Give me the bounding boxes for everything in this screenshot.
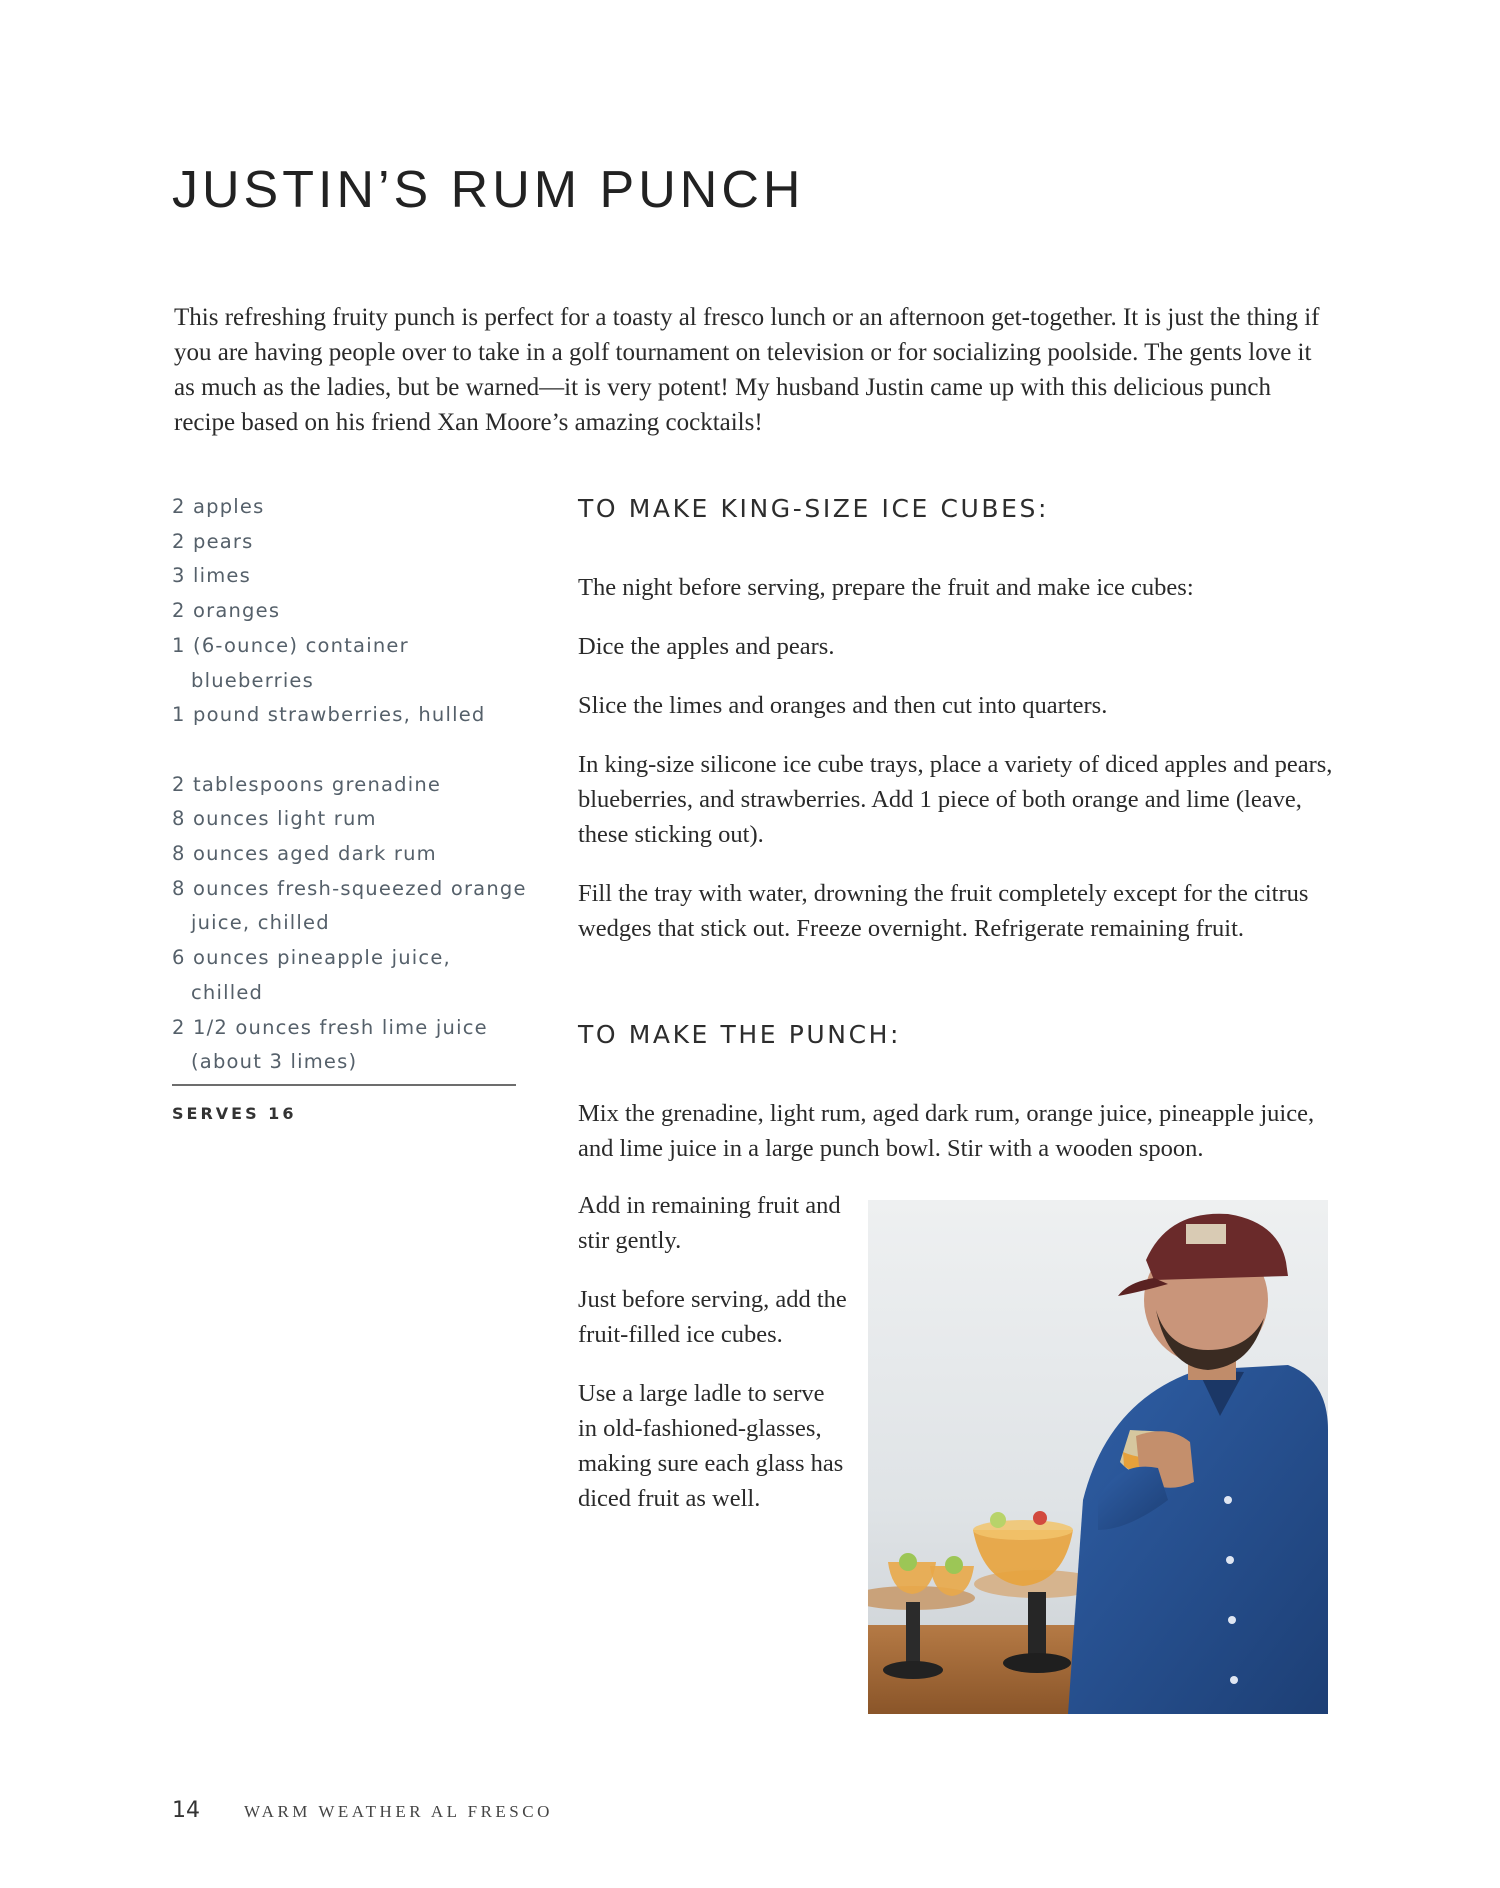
ice-cubes-step: The night before serving, prepare the fruit and make ice cubes: [578, 574, 1194, 601]
recipe-title: JUSTIN’S RUM PUNCH [172, 161, 805, 219]
recipe-intro: This refreshing fruity punch is perfect for a toasty al fresco lunch or an afternoon get-together. It is just the thing if you are having people over to take in a golf tournament on television or for socializing poolside. The gents love it as much as the ladies, but be warned—it is very potent! My husband Justin came up with this delicious punch recipe based on his friend Xan Moore’s amazing cocktails! [174, 304, 1320, 436]
serves-label: SERVES 16 [172, 1104, 297, 1123]
punch-intro-step [578, 1096, 1323, 1190]
punch-step: Add in remaining fruit and stir gently. [578, 1192, 841, 1254]
photo-illustration [868, 1200, 1328, 1714]
ingredient-group-liquids [172, 768, 527, 1080]
ice-cubes-step: Dice the apples and pears. [578, 633, 835, 660]
ingredients-divider [172, 1084, 516, 1086]
ingredient-item: 2 tablespoons grenadine [172, 772, 442, 796]
ice-cubes-step: In king-size silicone ice cube trays, place a variety of diced apples and pears, blueberries, and strawberries. Add 1 piece of both orange and lime (leave, these sticking out). [578, 751, 1333, 848]
ingredient-item: 8 ounces light rum [172, 807, 377, 831]
punch-step: Just before serving, add the fruit-filled ice cubes. [578, 1286, 847, 1348]
ingredient-list [172, 490, 527, 1080]
ingredient-item: 6 ounces pineapple juice, chilled [172, 946, 451, 1004]
page-number: 14 [172, 1798, 200, 1823]
ice-cubes-heading: TO MAKE KING-SIZE ICE CUBES: [578, 494, 1050, 523]
ice-cubes-step: Fill the tray with water, drowning the fruit completely except for the citrus wedges that stick out. Freeze overnight. Refrigerate remaining fruit. [578, 880, 1309, 942]
ingredient-item: 8 ounces fresh-squeezed orange juice, chilled [172, 876, 527, 935]
ingredient-group-fruit [172, 490, 527, 733]
ingredient-item: 2 apples [172, 495, 265, 518]
ingredient-item: 2 1/2 ounces fresh lime juice (about 3 limes) [172, 1015, 488, 1074]
ingredient-item: 1 pound strawberries, hulled [172, 703, 486, 727]
punch-step: Mix the grenadine, light rum, aged dark rum, orange juice, pineapple juice, and lime juice in a large punch bowl. Stir with a wooden spoon. [578, 1100, 1315, 1162]
page-footer [172, 1798, 553, 1823]
punch-step: Use a large ladle to serve in old-fashioned-glasses, making sure each glass has diced fruit as well. [578, 1380, 844, 1512]
ingredient-item: 1 (6-ounce) container blueberries [172, 633, 409, 692]
ingredient-item: 2 pears [172, 529, 254, 553]
ice-cubes-step: Slice the limes and oranges and then cut into quarters. [578, 692, 1108, 719]
ingredient-item: 2 oranges [172, 599, 281, 623]
ice-cubes-steps [578, 570, 1338, 970]
ingredient-item: 8 ounces aged dark rum [172, 842, 437, 866]
punch-heading: TO MAKE THE PUNCH: [578, 1020, 902, 1049]
photo-man-with-punch [868, 1200, 1328, 1714]
ingredient-item: 3 limes [172, 564, 251, 588]
section-name: WARM WEATHER AL FRESCO [244, 1802, 553, 1821]
punch-steps [578, 1188, 848, 1540]
